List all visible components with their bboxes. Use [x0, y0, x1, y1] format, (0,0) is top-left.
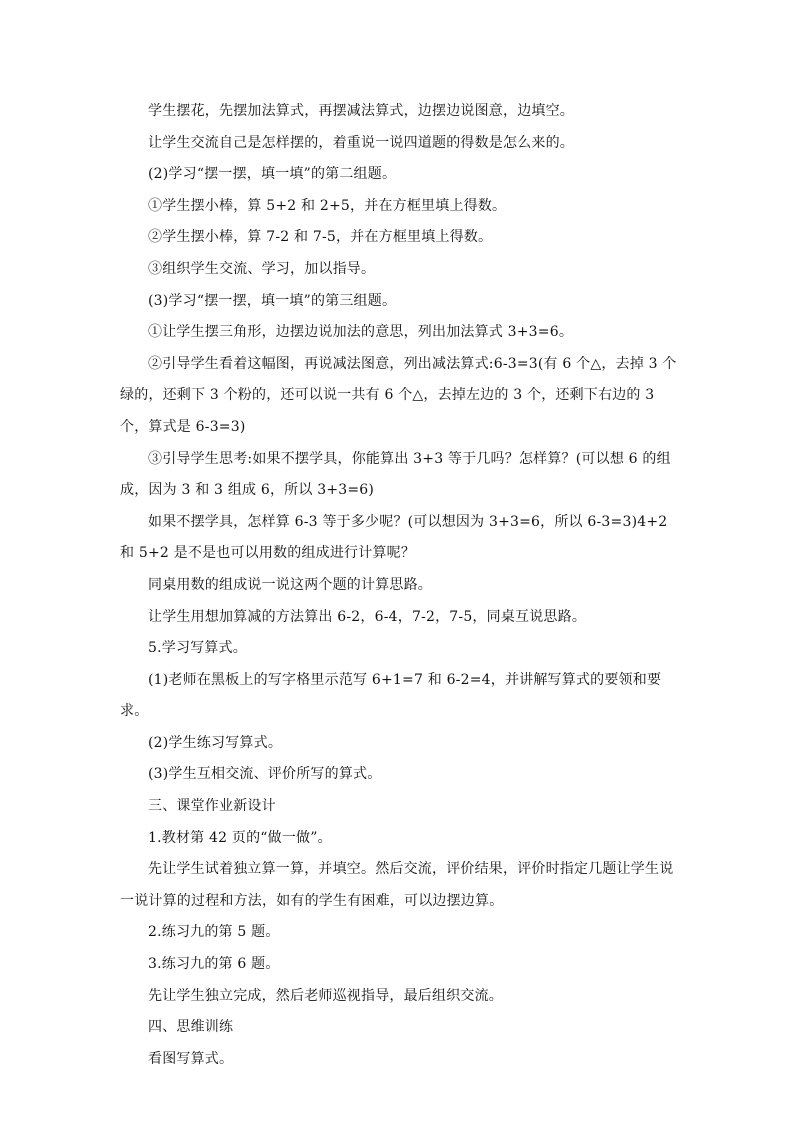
- paragraph: ③引导学生思考:如果不摆学具，你能算出 3+3 等于几吗？怎样算？(可以想 6 的组成，因为 3 和 3 组成 6，所以 3+3=6): [120, 450, 671, 499]
- paragraph: (3)学习“摆一摆，填一填”的第三组题。: [148, 292, 397, 309]
- document-page: [120, 96, 680, 1075]
- paragraph: 先让学生试着独立算一算，并填空。然后交流，评价结果，评价时指定几题让学生说一说计算的过程和方法，如有的学生有困难，可以边摆边算。: [120, 861, 674, 909]
- paragraph: 同桌用数的组成说一说这两个题的计算思路。: [148, 576, 432, 593]
- paragraph: 1.教材第 42 页的“做一做”。: [148, 829, 332, 846]
- paragraph: 学生摆花，先摆加法算式，再摆减法算式，边摆边说图意，边填空。: [148, 103, 574, 119]
- section-heading: 三、课堂作业新设计: [148, 798, 276, 815]
- section-heading: 5.学习写算式。: [148, 640, 247, 657]
- paragraph: 如果不摆学具，怎样算 6-3 等于多少呢？(可以想因为 3+3=6，所以 6-3=3)4+2 和 5+2 是不是也可以用数的组成进行计算呢？: [120, 513, 668, 562]
- paragraph: 看图写算式。: [148, 1050, 234, 1067]
- section-heading: 四、思维训练: [148, 1019, 234, 1036]
- paragraph: ②引导学生看着这幅图，再说减法图意，列出减法算式:6-3=3(有 6 个△，去掉 3 个绿的，还剩下 3 个粉的，还可以说一共有 6 个△，去掉左边的 3 个，还剩下右边的 3 个，算式是 6-3=3): [120, 355, 677, 435]
- paragraph: 先让学生独立完成，然后老师巡视指导，最后组织交流。: [148, 987, 503, 1004]
- paragraph: ①学生摆小棒，算 5+2 和 2+5，并在方框里填上得数。: [148, 197, 507, 214]
- paragraph: (2)学生练习写算式。: [148, 734, 283, 751]
- paragraph: 2.练习九的第 5 题。: [148, 924, 280, 941]
- paragraph: (2)学习“摆一摆，填一填”的第二组题。: [148, 166, 397, 183]
- paragraph: (1)老师在黑板上的写字格里示范写 6+1=7 和 6-2=4，并讲解写算式的要领和要求。: [120, 671, 662, 720]
- paragraph: 让学生用想加算减的方法算出 6-2，6-4，7-2，7-5，同桌互说思路。: [148, 608, 587, 625]
- paragraph: (3)学生互相交流、评价所写的算式。: [148, 766, 382, 783]
- paragraph: ②学生摆小棒，算 7-2 和 7-5，并在方框里填上得数。: [148, 229, 493, 246]
- paragraph: ①让学生摆三角形，边摆边说加法的意思，列出加法算式 3+3=6。: [148, 324, 574, 341]
- paragraph: 3.练习九的第 6 题。: [148, 956, 280, 973]
- paragraph: ③组织学生交流、学习，加以指导。: [148, 260, 376, 277]
- paragraph: 让学生交流自己是怎样摆的，着重说一说四道题的得数是怎么来的。: [148, 134, 574, 151]
